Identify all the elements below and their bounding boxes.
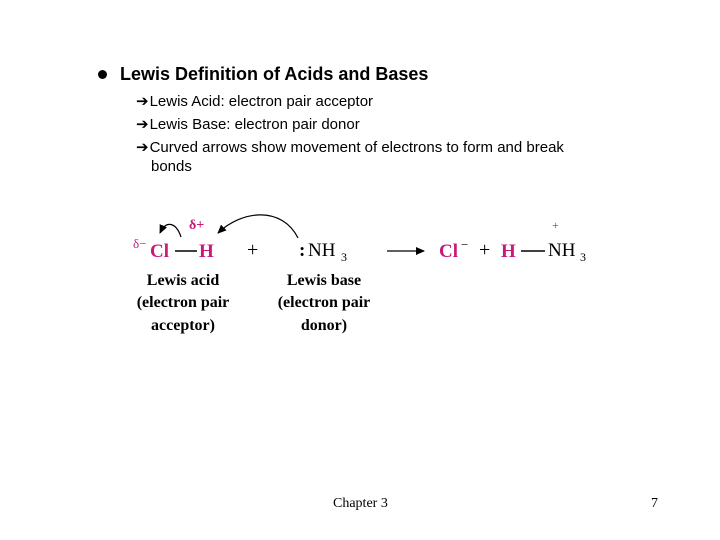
bullet-text: Lewis Base: electron pair donor xyxy=(149,116,360,133)
nh3-subscript: 3 xyxy=(341,250,347,264)
delta-minus: δ− xyxy=(133,236,147,251)
curved-arrow-lone-pair-to-h xyxy=(218,215,298,238)
product-cl: Cl xyxy=(439,241,458,262)
product-h: H xyxy=(501,241,516,262)
arrow-icon: ➔ xyxy=(136,93,149,110)
acid-label-line-1: Lewis acid xyxy=(146,272,220,289)
footer-page-number: 7 xyxy=(651,496,658,511)
product-nh3-subscript: 3 xyxy=(580,250,586,264)
acid-label-line-3: acceptor) xyxy=(151,317,215,334)
product-cl-charge: − xyxy=(461,237,469,252)
arrow-icon: ➔ xyxy=(136,116,149,133)
footer-chapter: Chapter 3 xyxy=(333,496,388,511)
arrow-icon: ➔ xyxy=(136,139,149,156)
delta-plus: δ+ xyxy=(189,218,205,233)
product-nh3: NH xyxy=(548,240,576,261)
nh3-atom: NH xyxy=(308,240,336,261)
bullet-text: Lewis Acid: electron pair acceptor xyxy=(149,93,374,110)
base-label-line-3: donor) xyxy=(300,317,348,334)
formal-charge: + xyxy=(552,218,559,232)
base-label-line-1: Lewis base xyxy=(286,272,362,289)
curved-arrow-bond-to-cl xyxy=(160,224,181,237)
h-atom: H xyxy=(199,241,214,262)
lone-pair: : xyxy=(299,240,306,261)
product-plus-sign: + xyxy=(479,239,491,261)
base-label-line-2: (electron pair xyxy=(277,294,371,311)
acid-label-line-2: (electron pair xyxy=(136,294,230,311)
bullet-text: Curved arrows show movement of electrons to form and break xyxy=(149,139,564,156)
bullet-continuation: bonds xyxy=(151,158,192,175)
slide-heading: Lewis Definition of Acids and Bases xyxy=(120,64,429,84)
plus-sign: + xyxy=(247,239,259,261)
cl-atom: Cl xyxy=(150,241,169,262)
